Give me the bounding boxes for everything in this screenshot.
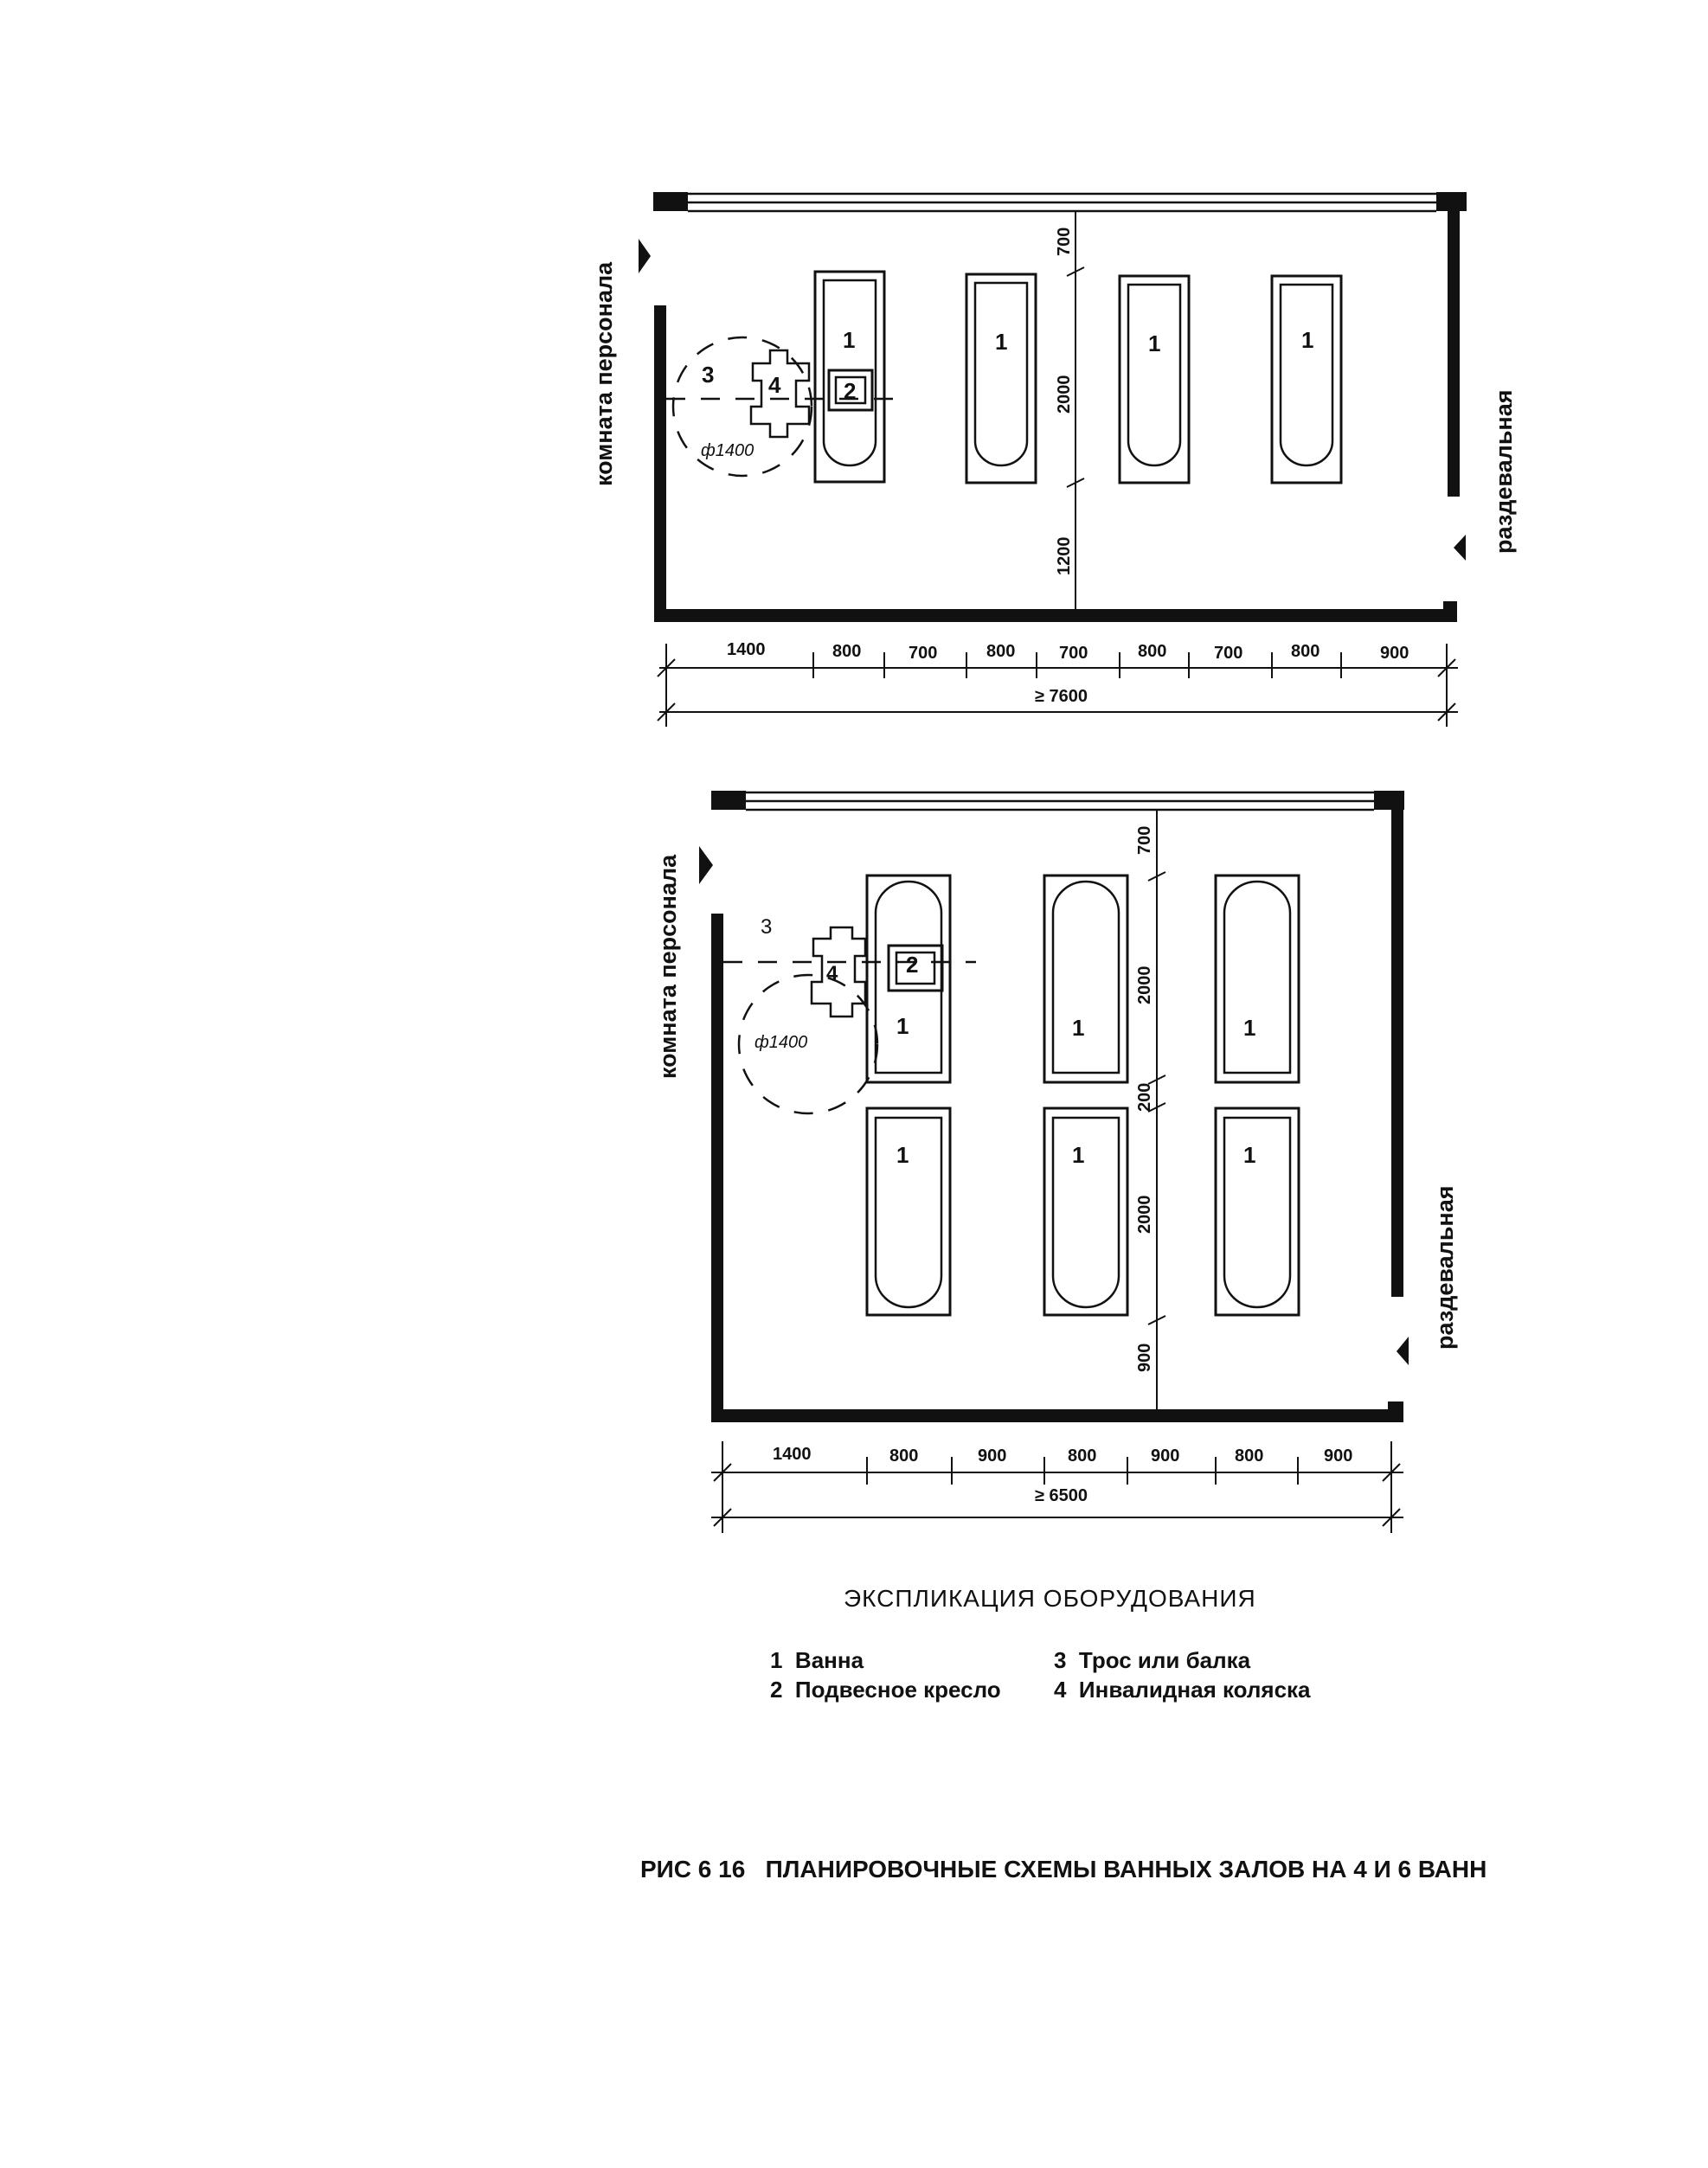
bottom-wall <box>654 609 1445 622</box>
door-arrow-right <box>1397 1337 1409 1365</box>
bottom-wall <box>711 1409 1395 1422</box>
bath-number: 1 <box>843 327 856 353</box>
chair-number: 2 <box>906 952 919 978</box>
wheelchair-outline <box>812 927 865 1017</box>
bath-2 <box>1044 876 1127 1082</box>
door-arrow-right <box>1454 535 1466 561</box>
vdim-700: 700 <box>1135 825 1154 855</box>
plan-bottom <box>699 791 1409 1533</box>
hdim: 800 <box>1235 1446 1264 1466</box>
bath-number: 1 <box>995 329 1008 355</box>
vdim-2000: 2000 <box>1135 1195 1154 1234</box>
hdim: 700 <box>909 644 938 663</box>
rail-number: 3 <box>702 362 715 388</box>
hdim: 800 <box>986 642 1016 661</box>
hdim: 800 <box>832 642 862 661</box>
legend-item <box>1054 1677 1311 1703</box>
turning-circle-label: ф1400 <box>701 441 754 460</box>
hdim: 800 <box>1068 1446 1097 1466</box>
hdim: 800 <box>1138 642 1167 661</box>
room-label-changing: раздевальная <box>1432 1185 1458 1350</box>
hdim: 900 <box>978 1446 1007 1466</box>
legend-text: Инвалидная коляска <box>1078 1677 1311 1703</box>
hdim: 900 <box>1380 644 1409 663</box>
bath-number: 1 <box>896 1142 909 1168</box>
right-wall <box>1391 791 1403 1297</box>
bath-number: 1 <box>1148 330 1161 356</box>
bath-number: 1 <box>1072 1015 1085 1041</box>
bath-number: 1 <box>896 1013 909 1039</box>
top-wall-left-stub <box>653 192 688 211</box>
legend-num: 3 <box>1054 1647 1067 1673</box>
hdim: 800 <box>1291 642 1320 661</box>
right-wall-stub <box>1443 601 1457 622</box>
hdim: 800 <box>889 1446 919 1466</box>
legend-text: Ванна <box>794 1647 864 1673</box>
hdim: 900 <box>1151 1446 1180 1466</box>
legend-item <box>770 1677 1001 1703</box>
legend-title: ЭКСПЛИКАЦИЯ ОБОРУДОВАНИЯ <box>844 1585 1256 1612</box>
legend-num: 1 <box>770 1647 783 1673</box>
bath-4 <box>1272 276 1341 483</box>
door-arrow-left <box>699 846 713 884</box>
right-wall <box>1448 192 1460 497</box>
legend-text: Подвесное кресло <box>794 1677 1001 1703</box>
hdim: 1400 <box>773 1445 812 1464</box>
hdim: 700 <box>1214 644 1243 663</box>
vdim-700: 700 <box>1055 227 1074 256</box>
room-label-staff: комната персонала <box>655 854 681 1079</box>
wheelchair-number: 4 <box>826 962 838 985</box>
bath-3 <box>1216 876 1299 1082</box>
turning-circle-label: ф1400 <box>754 1033 808 1052</box>
vdim-2000: 2000 <box>1055 375 1074 414</box>
vdim-2000: 2000 <box>1135 965 1154 1004</box>
legend-item <box>770 1647 864 1674</box>
bath-6 <box>1216 1108 1299 1315</box>
total-dim: ≥ 7600 <box>1035 687 1088 706</box>
bath-number: 1 <box>1301 327 1314 353</box>
dim-ticks <box>658 644 1455 727</box>
bath-5 <box>1044 1108 1127 1315</box>
left-wall <box>711 914 723 1422</box>
chair-number: 2 <box>844 378 857 404</box>
figure-caption: РИС 6 16 ПЛАНИРОВОЧНЫЕ СХЕМЫ ВАННЫХ ЗАЛОВ НА 4 И 6 ВАНН <box>640 1856 1487 1883</box>
bath-3 <box>1120 276 1189 483</box>
bath-number: 1 <box>1243 1015 1256 1041</box>
hdim: 1400 <box>727 640 766 659</box>
legend-item <box>1054 1647 1250 1674</box>
vdim-200: 200 <box>1135 1082 1154 1112</box>
room-label-changing: раздевальная <box>1491 389 1517 554</box>
bath-4 <box>867 1108 950 1315</box>
room-label-staff: комната персонала <box>591 261 617 486</box>
legend-num: 4 <box>1054 1677 1067 1703</box>
total-dim: ≥ 6500 <box>1035 1486 1088 1505</box>
bath-number: 1 <box>1243 1142 1256 1168</box>
left-wall <box>654 305 666 621</box>
top-wall-left-stub <box>711 791 746 810</box>
legend-text: Трос или балка <box>1078 1647 1251 1673</box>
legend-num: 2 <box>770 1677 783 1703</box>
bath-1 <box>867 876 950 1082</box>
vdim-1200: 1200 <box>1055 536 1074 575</box>
hdim: 700 <box>1059 644 1088 663</box>
bath-number: 1 <box>1072 1142 1085 1168</box>
bath-2 <box>966 274 1036 483</box>
rail-number: 3 <box>761 915 773 939</box>
door-arrow-left <box>639 239 651 273</box>
hdim: 900 <box>1324 1446 1353 1466</box>
vdim-900: 900 <box>1135 1343 1154 1372</box>
wheelchair-number: 4 <box>768 372 781 398</box>
